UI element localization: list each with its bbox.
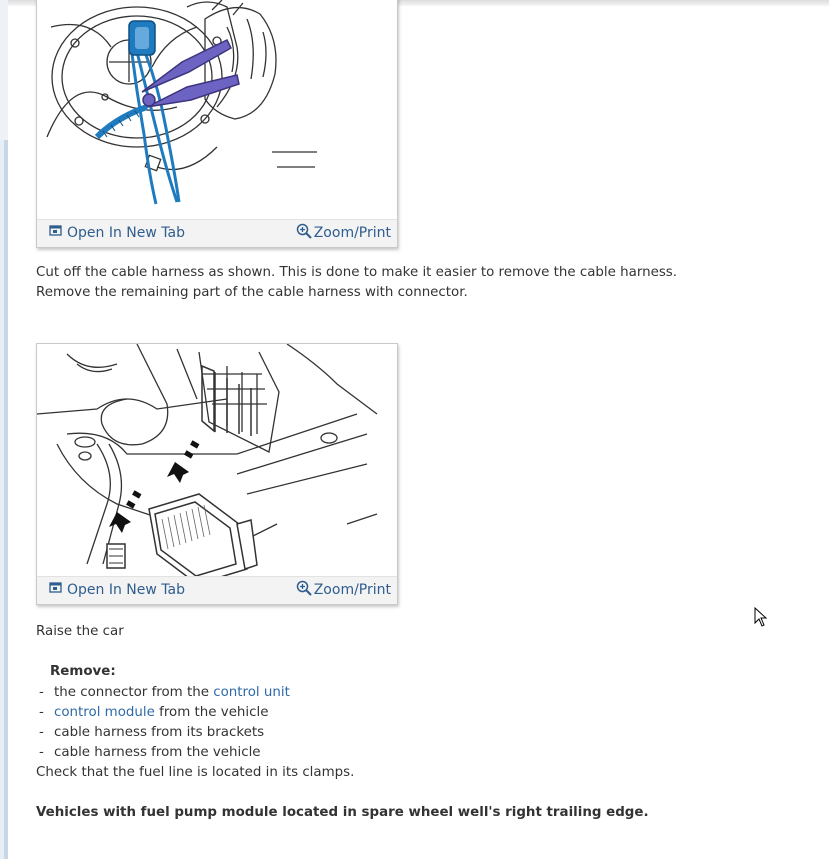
figure-toolbar	[37, 576, 397, 604]
list-item: - the connector from the control unit	[39, 685, 290, 700]
mouse-pointer-icon	[754, 607, 768, 631]
list-item: - cable harness from its brackets	[39, 725, 265, 740]
figure-control-unit	[36, 343, 398, 605]
zoom-print-link[interactable]	[296, 580, 391, 600]
open-in-new-tab-link[interactable]	[49, 225, 185, 241]
open-in-new-tab-label: Open In New Tab	[67, 225, 185, 241]
instruction-check-fuel-line: Check that the fuel line is located in its clamps.	[36, 765, 355, 780]
instruction-raise-car: Raise the car	[36, 624, 124, 639]
zoom-icon	[296, 223, 312, 243]
open-in-new-tab-link[interactable]	[49, 582, 185, 598]
instruction-cut-line: Cut off the cable harness as shown. This is done to make it easier to remove the cable harness.	[36, 265, 678, 280]
list-item: - cable harness from the vehicle	[39, 745, 261, 760]
list-item: - control module from the vehicle	[39, 705, 269, 720]
left-edge-strip	[0, 0, 8, 859]
remove-heading: Remove:	[50, 664, 116, 679]
zoom-print-label: Zoom/Print	[313, 225, 391, 241]
figure-cut-harness	[36, 0, 398, 248]
zoom-icon	[296, 580, 312, 600]
zoom-print-link[interactable]	[296, 223, 391, 243]
vehicles-note: Vehicles with fuel pump module located in spare wheel well's right trailing edge.	[36, 805, 649, 820]
open-new-tab-icon	[49, 225, 63, 241]
control-module-link[interactable]: control module	[54, 705, 155, 720]
instruction-remove-rest: Remove the remaining part of the cable harness with connector.	[36, 285, 468, 300]
illustration-cut-harness	[37, 0, 397, 219]
illustration-control-unit	[37, 344, 397, 576]
figure-toolbar	[37, 219, 397, 247]
open-in-new-tab-label: Open In New Tab	[67, 582, 185, 598]
open-new-tab-icon	[49, 582, 63, 598]
control-unit-link[interactable]: control unit	[213, 685, 290, 700]
zoom-print-label: Zoom/Print	[313, 582, 391, 598]
